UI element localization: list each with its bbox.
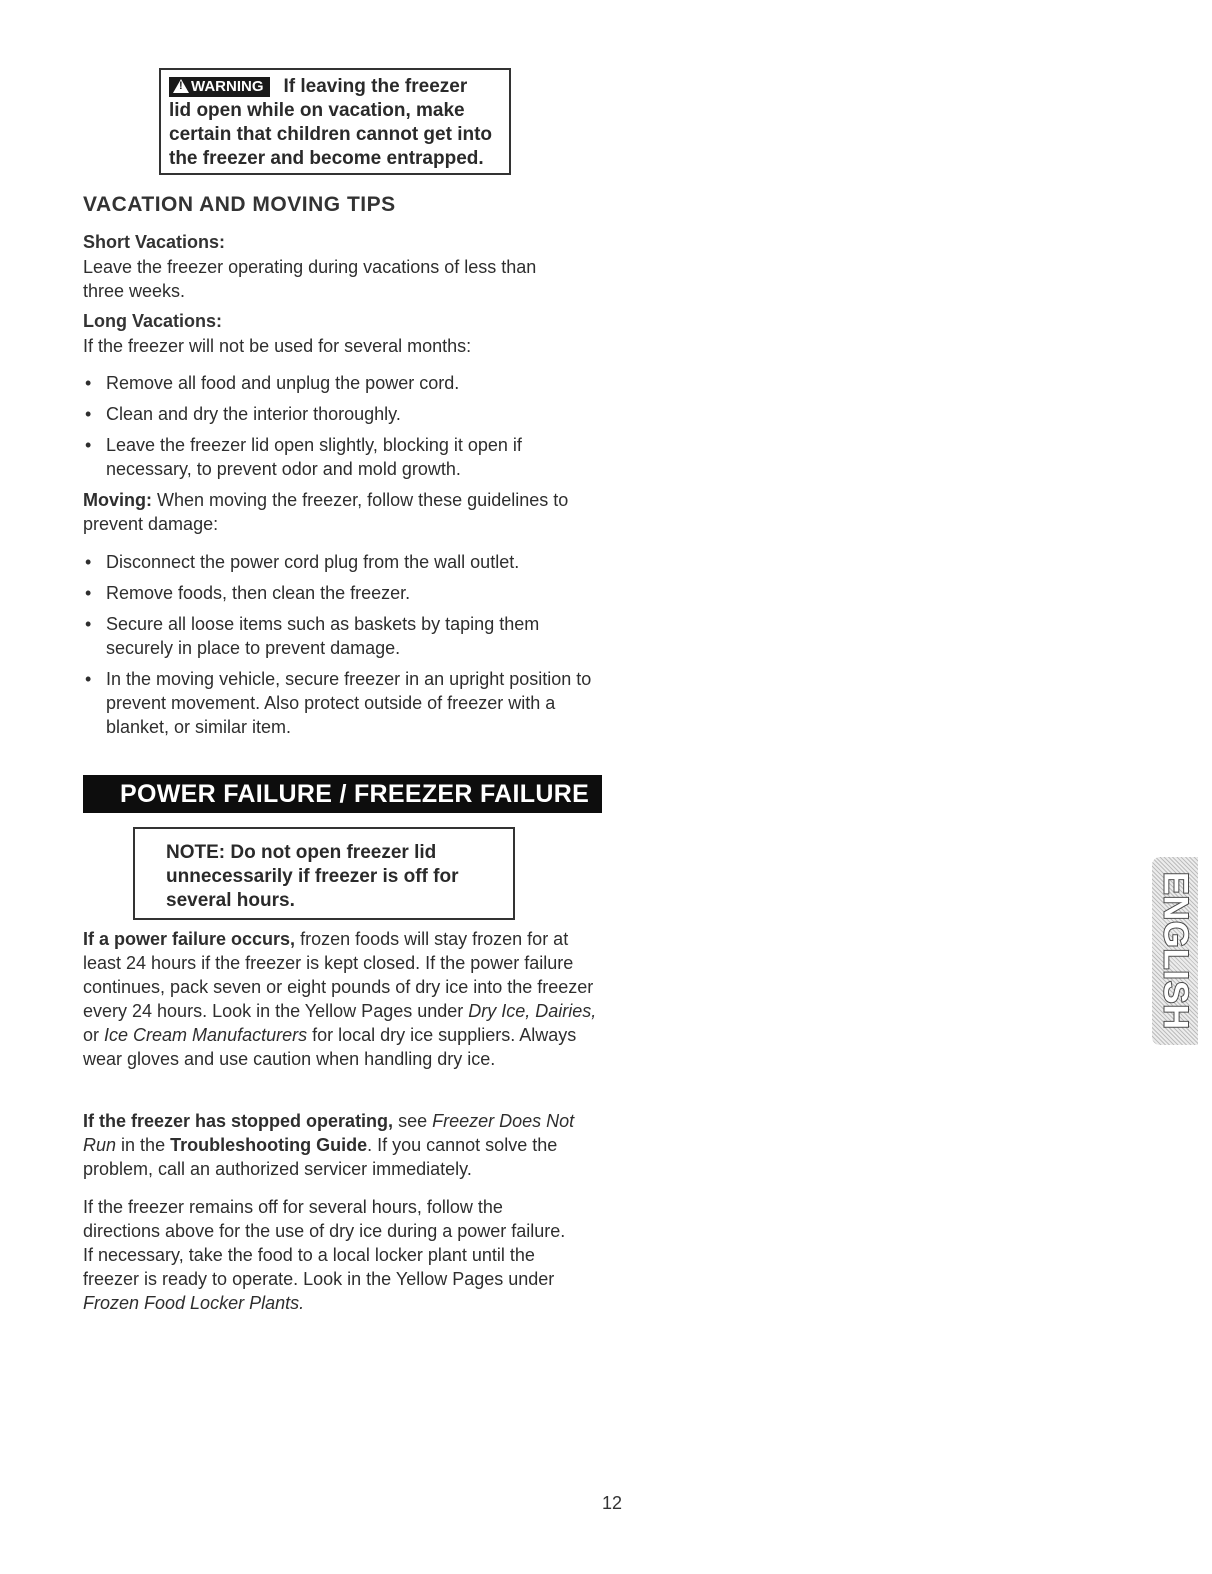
bullet-icon: • (85, 404, 92, 424)
bullet-icon: • (85, 435, 92, 455)
language-tab-label: ENGLISH (1156, 871, 1195, 1031)
list-item: • Secure all loose items such as baskets by taping them securely in place to prevent damage. (85, 614, 540, 658)
page-number: 12 (601, 1493, 623, 1513)
language-tab (1152, 857, 1198, 1045)
power-failure-heading: POWER FAILURE / FREEZER FAILURE (83, 775, 602, 813)
bullet-icon: • (85, 583, 92, 603)
long-vacations-list (83, 371, 593, 481)
moving-paragraph: Moving: When moving the freezer, follow these guidelines to prevent damage: (83, 490, 569, 534)
list-item: • Remove foods, then clean the freezer. (85, 583, 411, 603)
warning-box (159, 68, 511, 175)
bullet-icon: • (85, 373, 92, 393)
remains-off-paragraph: If the freezer remains off for several hours, follow the directions above for the use of dry ice during a power failure. If necessary, take the food to a local locker plant until the freezer is ready to operate. Look in the Yellow Pages under Frozen Food Locker Plants. (83, 1197, 566, 1313)
list-item: • Clean and dry the interior thoroughly. (85, 404, 401, 424)
warning-line-3: certain that children cannot get into (169, 124, 493, 145)
short-vacations-label: Short Vacations: (83, 232, 226, 252)
stopped-operating-lead: If the freezer has stopped operating, (83, 1111, 394, 1131)
power-failure-lead: If a power failure occurs, (83, 929, 296, 949)
list-item: • In the moving vehicle, secure freezer in an upright position to prevent movement. Also protect outside of freezer with a blanket, or similar item. (85, 669, 592, 737)
warning-line-4: the freezer and become entrapped. (169, 148, 484, 169)
warning-line-1: !WARNING If leaving the freezer (169, 75, 509, 99)
moving-label: Moving: (83, 490, 152, 510)
list-item: • Leave the freezer lid open slightly, blocking it open if necessary, to prevent odor and mold growth. (85, 435, 522, 479)
list-item: • Remove all food and unplug the power cord. (85, 373, 460, 393)
bullet-icon: • (85, 669, 92, 689)
note-line: unnecessarily if freezer is off for (166, 866, 459, 887)
bullet-icon: • (85, 614, 92, 634)
list-item: • Disconnect the power cord plug from the wall outlet. (85, 552, 520, 572)
moving-list (83, 550, 593, 739)
stopped-operating-paragraph: If the freezer has stopped operating, see Freezer Does Not Run in the Troubleshooting Guide. If you cannot solve the problem, call an authorized servicer immediately. (83, 1111, 575, 1179)
warning-triangle-icon (173, 79, 189, 93)
warning-badge: !WARNING (169, 77, 270, 97)
short-vacations-text: Leave the freezer operating during vacations of less than three weeks. (83, 257, 537, 301)
long-vacations-text: If the freezer will not be used for several months: (83, 336, 472, 356)
vacation-heading: VACATION AND MOVING TIPS (83, 193, 396, 216)
note-line: several hours. (166, 890, 295, 911)
note-line: NOTE: Do not open freezer lid (166, 842, 437, 863)
power-failure-paragraph: If a power failure occurs, frozen foods will stay frozen for at least 24 hours if the freezer is kept closed. If the power failure continues, pack seven or eight pounds of dry ice into the freezer every 24 hours. Look in the Yellow Pages under Dry Ice, Dairies, or Ice Cream Manufacturers for local dry ice suppliers. Always wear gloves and use caution when handling dry ice. (83, 929, 597, 1069)
troubleshooting-guide-ref: Troubleshooting Guide (170, 1135, 368, 1155)
warning-line-2: lid open while on vacation, make (169, 100, 465, 121)
note-box (133, 827, 515, 920)
bullet-icon: • (85, 552, 92, 572)
long-vacations-label: Long Vacations: (83, 311, 223, 331)
